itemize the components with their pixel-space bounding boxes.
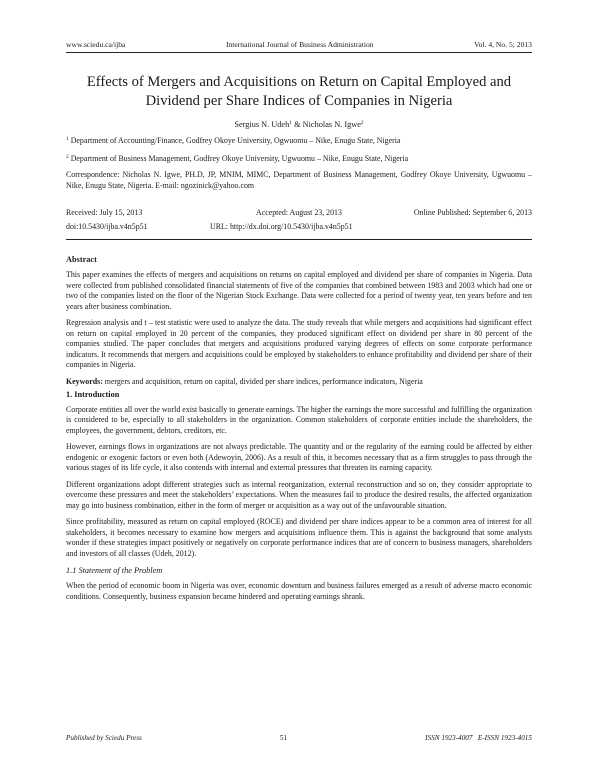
keywords	[66, 377, 532, 386]
doi: doi:10.5430/ijba.v4n5p51	[66, 222, 148, 231]
page-number: 51	[279, 734, 288, 742]
received-date: Received: July 15, 2013	[66, 208, 143, 217]
intro-paragraph-4: Since profitability, measured as return on capital employed (ROCE) and dividend per share indices appear to be a common area of interest for all stakeholders, it becomes necessary to examine how mergers and acquisitions influence them. This is against the background that some analysts wonder if these strategies impact positively or negatively on corporate performance indices that are of concern to business managers, shareholders and investors of all classes (Udeh, 2012).	[66, 517, 532, 558]
author-2-sup: 2	[360, 120, 364, 126]
volume-info: Vol. 4, No. 5; 2013	[474, 40, 532, 49]
keywords-label: Keywords:	[66, 376, 103, 386]
author-1-sup: 1	[289, 120, 293, 126]
abstract-heading: Abstract	[66, 255, 97, 264]
intro-paragraph-1: Corporate entities all over the world exist basically to generate earnings. The higher the earnings the more successful and fulfilling the organization is considered to be, especially to all stakeholders in the organization. Common stakeholders of corporate entities include the shareholders, the employees, the government, debtors, creditors, etc.	[66, 404, 532, 435]
affiliation-2	[66, 154, 532, 165]
affiliation-1-sup: 1	[66, 136, 69, 142]
affiliation-2-sup: 2	[66, 153, 69, 160]
intro-paragraph-3: Different organizations adopt different strategies such as internal reorganization, external reconstruction and so on, they consider appropriate to overcome these pressures and meet the stakeholders’ expectations. When the measures fail to produce the desired results, the affected organization may go into business combination, either in the form of merger or acquisition as a way out of the unfavourable situation.	[66, 479, 532, 510]
doi-line	[66, 222, 532, 231]
problem-heading: 1.1 Statement of the Problem	[66, 566, 163, 575]
abstract-paragraph-2: Regression analysis and t – test statistic were used to analyze the data. The study reveals that while mergers and acquisitions had significant effect on return on capital employed in 20 percent of the companies, they produced significant effect on dividend per share in 80 percent of the companies studied. The paper concludes that mergers and acquisitions produced varying degrees of effects on some corporate performance indicators. It recommends that mergers and acquisitions could be employed by stakeholders to enhance profitability and dividend per share of their companies in Nigeria.	[66, 318, 532, 369]
page-footer	[66, 734, 532, 742]
publisher: Published by Sciedu Press	[66, 734, 142, 742]
authors	[66, 120, 532, 129]
header-rule	[66, 52, 532, 53]
published-date: Online Published: September 6, 2013	[413, 208, 532, 217]
author-1: Sergius N. Udeh	[234, 120, 290, 129]
journal-name: International Journal of Business Administration	[225, 40, 374, 49]
abstract-paragraph-1: This paper examines the effects of mergers and acquisitions on returns on capital employed and dividend per share of companies in Nigeria. Data were collected from published consolidated financial statements of five of the companies that combined between 1983 and 2003 which had one or two of the companies listed on the floor of the Nigerian Stock Exchange. Data were collected for a period of twenty year, ten years before and ten years after business combination.	[66, 270, 532, 311]
accepted-date: Accepted: August 23, 2013	[256, 208, 342, 217]
author-separator: &	[292, 120, 303, 129]
correspondence: Correspondence: Nicholas N. Igwe, PH.D, JP, MNIM, MIMC, Department of Business Management, Godfrey Okoye University, Ugwuomu – Nike, Enugu State, Nigeria. E-mail: ngozinick@yahoo.com	[66, 170, 532, 190]
issn: ISSN 1923-4007 E-ISSN 1923-4015	[425, 734, 532, 742]
paper-title: Effects of Mergers and Acquisitions on Return on Capital Employed and Dividend per Share Indices of Companies in Nigeria	[86, 74, 512, 109]
publication-dates	[66, 208, 532, 217]
introduction-heading: 1. Introduction	[66, 389, 120, 399]
doi-url[interactable]: URL: http://dx.doi.org/10.5430/ijba.v4n5p51	[210, 222, 353, 231]
author-2: Nicholas N. Igwe	[302, 120, 361, 129]
problem-paragraph-1: When the period of economic boom in Nigeria was over, economic downturn and business failures emerged as a result of adverse macro economic conditions. Consequently, business expansion became hindered and operating earnings shrank.	[66, 581, 532, 601]
affiliation-1	[66, 136, 532, 147]
running-header	[66, 40, 532, 49]
affiliation-1-text: Department of Accounting/Finance, Godfrey Okoye University, Ogwuomu – Nike, Enugu State, Nigeria	[70, 136, 401, 145]
doi-rule	[66, 239, 532, 240]
keywords-text: mergers and acquisition, return on capital, divided per share indices, performance indicators, Nigeria	[102, 376, 423, 386]
intro-paragraph-2: However, earnings flows in organizations are not always predictable. The quantity and or the regularity of the earning could be affected by either endogenic or exogenic factors or even both (Adewoyin, 2006). As a result of this, it becomes necessary that as a firm struggles to pass through the various stages of its life cycle, it also contends with internal and external pressures that threaten its earning capacity.	[66, 442, 532, 472]
journal-url[interactable]: www.sciedu.ca/ijba	[66, 40, 126, 49]
affiliation-2-text: Department of Business Management, Godfrey Okoye University, Ugwuomu – Nike, Enugu State, Nigeria	[70, 153, 409, 163]
page-content	[66, 40, 532, 602]
